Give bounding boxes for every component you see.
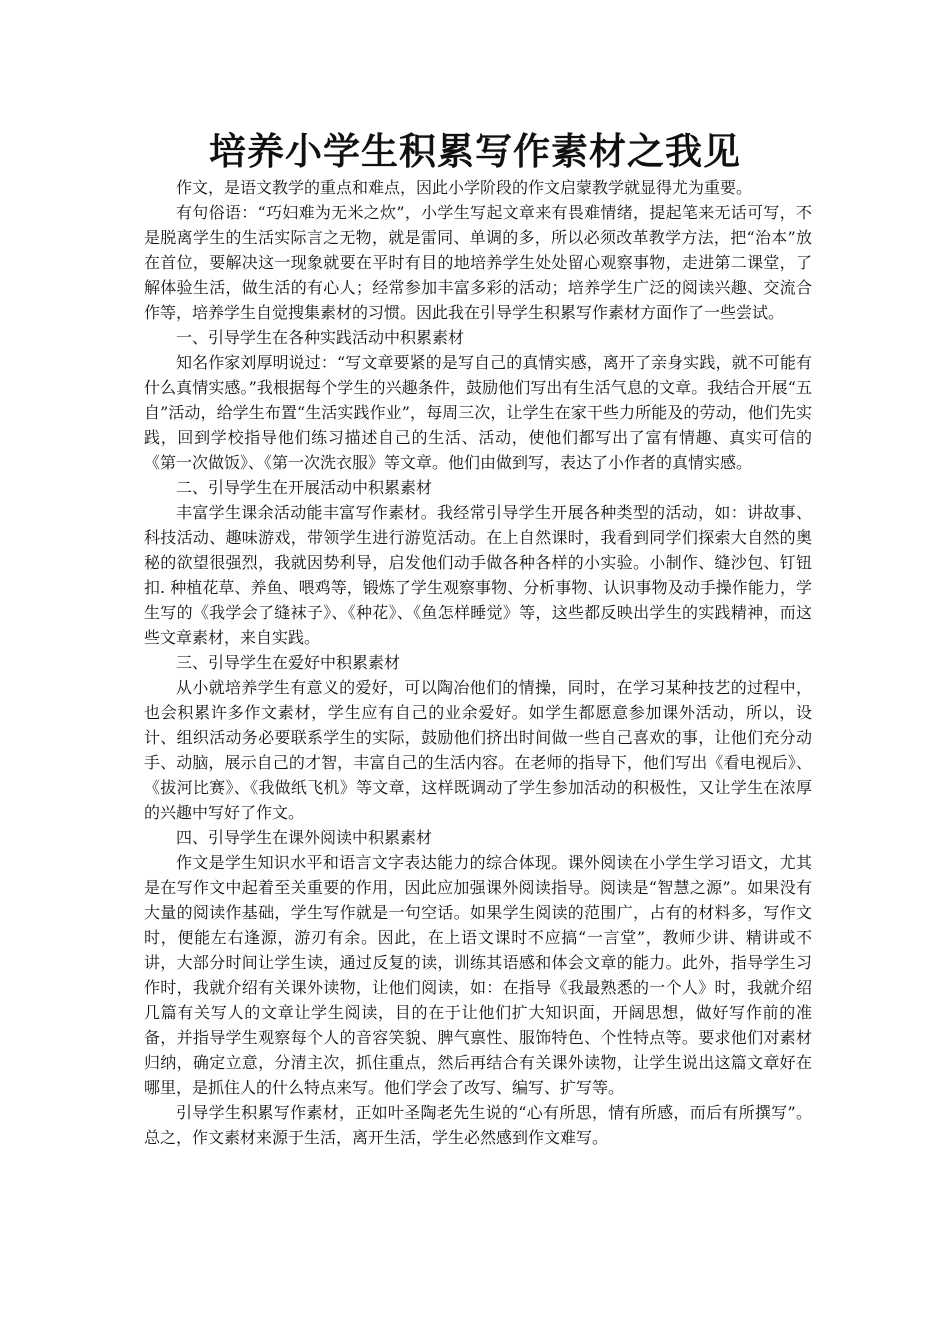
section-heading-3: 三、引导学生在爱好中积累素材 xyxy=(176,653,401,672)
paragraph-section-3: 从小就培养学生有意义的爱好，可以陶冶他们的情操，同时，在学习某种技艺的过程中，也会积累许多作文素材，学生应有自己的业余爱好。如学生都愿意参加课外活动，所以，设计、组织活动务必要联系学生的实际，鼓励他们挤出时间做一些自己喜欢的事，让他们充分动手、动脑，展示自己的才智，丰富自己的生活内容。在老师的指导下，他们写出《看电视后》、《拔河比赛》、《我做纸飞机》等文章，这样既调动了学生参加活动的积极性，又让学生在浓厚的兴趣中写好了作文。 xyxy=(144,678,812,822)
document-title: 培养小学生积累写作素材之我见 xyxy=(209,129,741,173)
document-body xyxy=(144,175,812,1150)
section-heading-1: 一、引导学生在各种实践活动中积累素材 xyxy=(176,328,465,347)
paragraph-conclusion: 引导学生积累写作素材，正如叶圣陶老先生说的“心有所思，情有所感，而后有所撰写”。总之，作文素材来源于生活，离开生活，学生必然感到作文难写。 xyxy=(144,1103,812,1147)
section-heading-4: 四、引导学生在课外阅读中积累素材 xyxy=(176,828,433,847)
paragraph-proverb: 有句俗语：“巧妇难为无米之炊”，小学生写起文章来有畏难情绪，提起笔来无话可写，不是脱离学生的生活实际言之无物，就是雷同、单调的多，所以必须改革教学方法，把“治本”放在首位，要解决这一现象就要在平时有目的地培养学生处处留心观察事物，走进第二课堂，了解体验生活，做生活的有心人；经常参加丰富多彩的活动；培养学生广泛的阅读兴趣、交流合作等，培养学生自觉搜集素材的习惯。因此我在引导学生积累写作素材方面作了一些尝试。 xyxy=(144,203,812,322)
section-heading-2: 二、引导学生在开展活动中积累素材 xyxy=(176,478,433,497)
paragraph-section-1: 知名作家刘厚明说过：“写文章要紧的是写自己的真情实感，离开了亲身实践，就不可能有什么真情实感。”我根据每个学生的兴趣条件，鼓励他们写出有生活气息的文章。我结合开展“五自”活动，给学生布置“生活实践作业”，每周三次，让学生在家干些力所能及的劳动，他们先实践，回到学校指导他们练习描述自己的生活、活动，使他们都写出了富有情趣、真实可信的《第一次做饭》、《第一次洗衣服》等文章。他们由做到写，表达了小作者的真情实感。 xyxy=(144,353,812,472)
paragraph-section-4: 作文是学生知识水平和语言文字表达能力的综合体现。课外阅读在小学生学习语文，尤其是在写作文中起着至关重要的作用，因此应加强课外阅读指导。阅读是“智慧之源”。如果没有大量的阅读作基础，学生写作就是一句空话。如果学生阅读的范围广，占有的材料多，写作文时，便能左右逢源，游刃有余。因此，在上语文课时不应搞“一言堂”，教师少讲、精讲或不讲，大部分时间让学生读，通过反复的读，训练其语感和体会文章的能力。此外，指导学生习作时，我就介绍有关课外读物，让他们阅读，如：在指导《我最熟悉的一个人》时，我就介绍几篇有关写人的文章让学生阅读，目的在于让他们扩大知识面，开阔思想，做好写作前的准备，并指导学生观察每个人的音容笑貌、脾气禀性、服饰特色、个性特点等。要求他们对素材归纳，确定立意，分清主次，抓住重点，然后再结合有关课外读物，让学生说出这篇文章好在哪里，是抓住人的什么特点来写。他们学会了改写、编写、扩写等。 xyxy=(144,853,812,1097)
paragraph-intro: 作文，是语文教学的重点和难点，因此小学阶段的作文启蒙教学就显得尤为重要。 xyxy=(176,178,753,197)
paragraph-section-2: 丰富学生课余活动能丰富写作素材。我经常引导学生开展各种类型的活动，如：讲故事、科技活动、趣味游戏，带领学生进行游览活动。在上自然课时，我看到同学们探索大自然的奥秘的欲望很强烈，我就因势利导，启发他们动手做各种各样的小实验。小制作、缝沙包、钉钮扣. 种植花草、养鱼、喂鸡等，锻炼了学生观察事物、分析事物、认识事物及动手操作能力，学生写的《我学会了缝袜子》、《种花》、《鱼怎样睡觉》等，这些都反映出学生的实践精神，而这些文章素材，来自实践。 xyxy=(144,503,812,647)
